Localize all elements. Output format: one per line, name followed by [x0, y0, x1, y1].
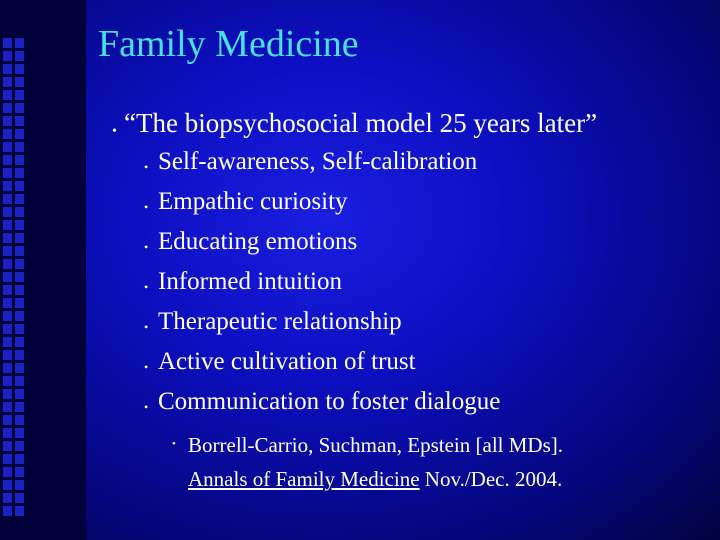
bullet-icon: •	[112, 124, 117, 139]
bullet-icon: •	[144, 200, 149, 214]
sub-bullet-text: Educating emotions	[158, 228, 358, 255]
bullet-icon: •	[144, 160, 149, 174]
reference-citation	[188, 428, 563, 496]
slide-title: Family Medicine	[98, 23, 359, 65]
bullet-icon: •	[144, 360, 149, 374]
reference-journal: Annals of Family Medicine	[188, 467, 420, 491]
sub-bullet-text: Active cultivation of trust	[158, 348, 416, 375]
sub-bullet-text: Empathic curiosity	[158, 188, 348, 215]
bullet-icon: •	[144, 320, 149, 334]
bullet-icon: •	[144, 240, 149, 254]
bullet-icon: •	[144, 400, 149, 414]
bullet-icon: •	[172, 438, 176, 450]
reference-date: Nov./Dec. 2004.	[419, 467, 563, 491]
sub-bullet-text: Informed intuition	[158, 268, 342, 295]
bullet-icon: •	[144, 280, 149, 294]
reference-authors: Borrell-Carrio, Suchman, Epstein [all MDs].	[188, 433, 564, 457]
sub-bullet-text: Therapeutic relationship	[158, 308, 402, 335]
sub-bullet-text: Communication to foster dialogue	[158, 388, 501, 415]
main-bullet-text: “The biopsychosocial model 25 years later”	[124, 108, 598, 138]
sub-bullet-text: Self-awareness, Self-calibration	[158, 148, 478, 175]
